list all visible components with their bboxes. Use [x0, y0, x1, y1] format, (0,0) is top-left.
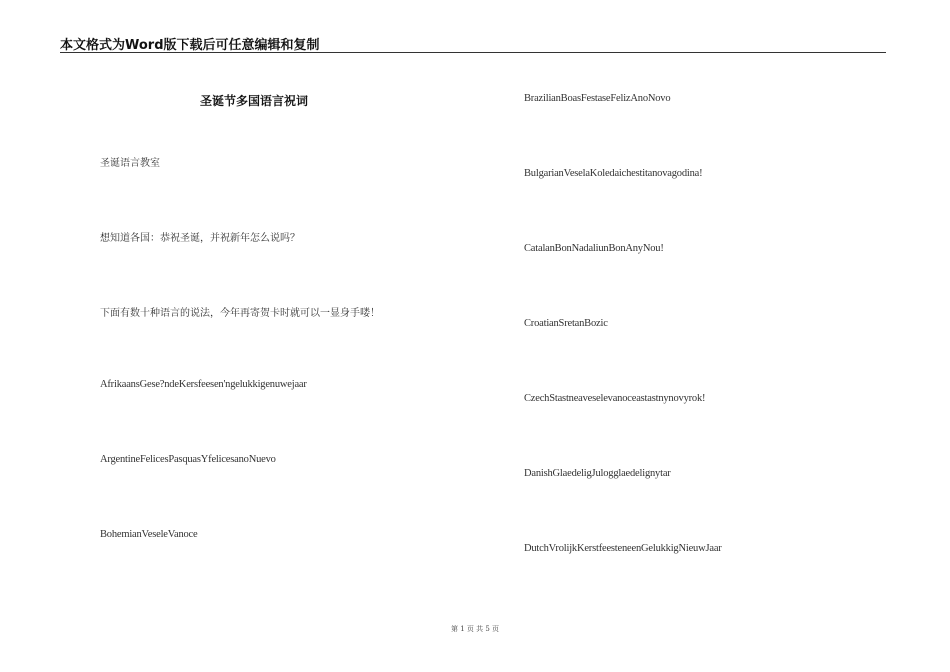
left-paragraph-1: 圣诞语言教室 [100, 158, 160, 169]
right-paragraph-4: CroatianSretanBozic [524, 318, 608, 329]
left-paragraph-5: ArgentineFelicesPasquasYfelicesanoNuevo [100, 454, 276, 465]
page-header [60, 34, 886, 53]
page-number-footer: 第 1 页 共 5 页 [450, 625, 500, 633]
left-paragraph-6: BohemianVeseleVanoce [100, 529, 198, 540]
right-paragraph-5: CzechStastneaveselevanoceastastnynovyrok! [524, 393, 706, 404]
left-paragraph-3: 下面有数十种语言的说法，今年再寄贺卡时就可以一显身手喽！ [100, 308, 380, 319]
right-paragraph-3: CatalanBonNadaliunBonAnyNou! [524, 243, 664, 254]
right-paragraph-2: BulgarianVeselaKoledaichestitanovagodina! [524, 168, 703, 179]
header-text: 本文格式为Word版下载后可任意编辑和复制 [60, 38, 320, 53]
right-paragraph-6: DanishGlaedeligJulogglaedelignytar [524, 468, 671, 479]
document-title: 圣诞节多国语言祝词 [200, 94, 309, 108]
right-paragraph-1: BrazilianBoasFestaseFelizAnoNovo [524, 93, 671, 104]
right-paragraph-7: DutchVrolijkKerstfeesteneenGelukkigNieuwJaar [524, 543, 722, 554]
left-paragraph-2: 想知道各国：恭祝圣诞，并祝新年怎么说吗？ [100, 233, 300, 244]
left-paragraph-4: AfrikaansGese?ndeKersfeesen'ngelukkigenuwejaar [100, 379, 307, 390]
